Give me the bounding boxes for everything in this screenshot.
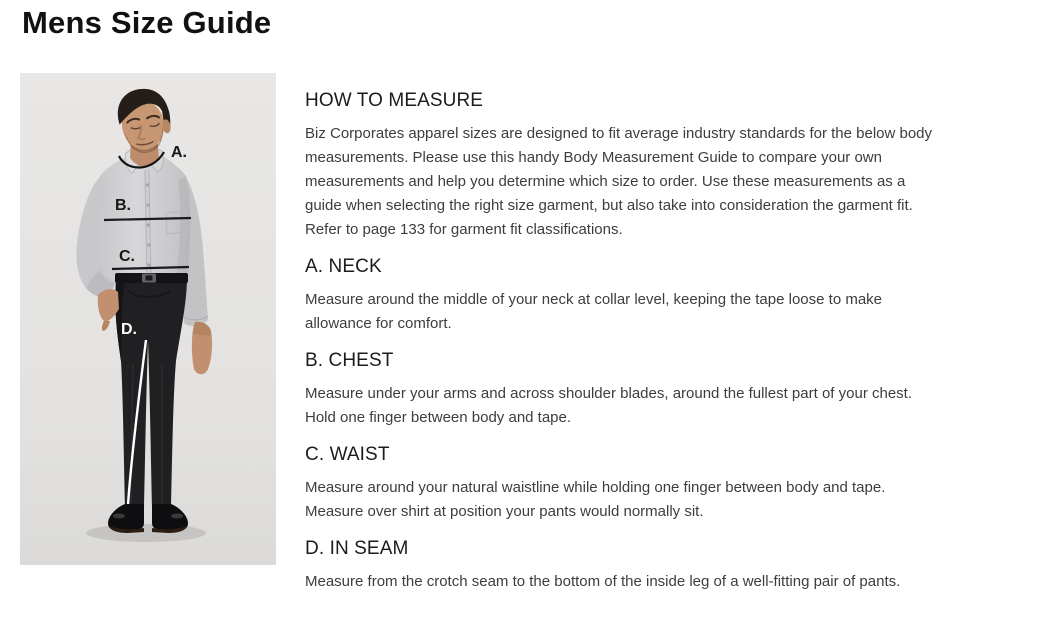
section-heading: A. NECK <box>305 256 382 277</box>
section-chest <box>305 350 941 430</box>
section-body: Biz Corporates apparel sizes are designed to fit average industry standards for the below body measurements. Please use this handy Body Measurement Guide to compare your own measurements and help you determine which size to order. Use these measurements as a guide when selecting the right size garment, but also take into consideration the garment fit. Refer to page 133 for garment fit classifications. <box>305 125 933 238</box>
section-waist <box>305 444 941 524</box>
measurement-photo <box>20 73 276 565</box>
inseam-marker-label: D. <box>121 321 137 338</box>
section-how-to-measure <box>305 90 941 242</box>
section-heading: HOW TO MEASURE <box>305 90 484 111</box>
section-inseam <box>305 538 941 594</box>
chest-marker-label: B. <box>115 197 131 214</box>
section-heading: D. IN SEAM <box>305 538 409 559</box>
measure-instructions <box>305 73 941 608</box>
section-heading: B. CHEST <box>305 350 394 371</box>
section-neck <box>305 256 941 336</box>
section-body: Measure around your natural waistline while holding one finger between body and tape. Measure over shirt at position your pants would normally sit. <box>305 479 886 520</box>
page-title: Mens Size Guide <box>22 5 272 40</box>
waist-marker-label: C. <box>119 248 135 265</box>
section-body: Measure around the middle of your neck at collar level, keeping the tape loose to make allowance for comfort. <box>305 291 883 332</box>
section-body: Measure from the crotch seam to the bottom of the inside leg of a well-fitting pair of pants. <box>305 573 901 590</box>
man-figure-illustration <box>20 73 276 565</box>
section-heading: C. WAIST <box>305 444 390 465</box>
section-body: Measure under your arms and across shoulder blades, around the fullest part of your chest. Hold one finger between body and tape. <box>305 385 912 426</box>
neck-marker-label: A. <box>171 144 187 161</box>
